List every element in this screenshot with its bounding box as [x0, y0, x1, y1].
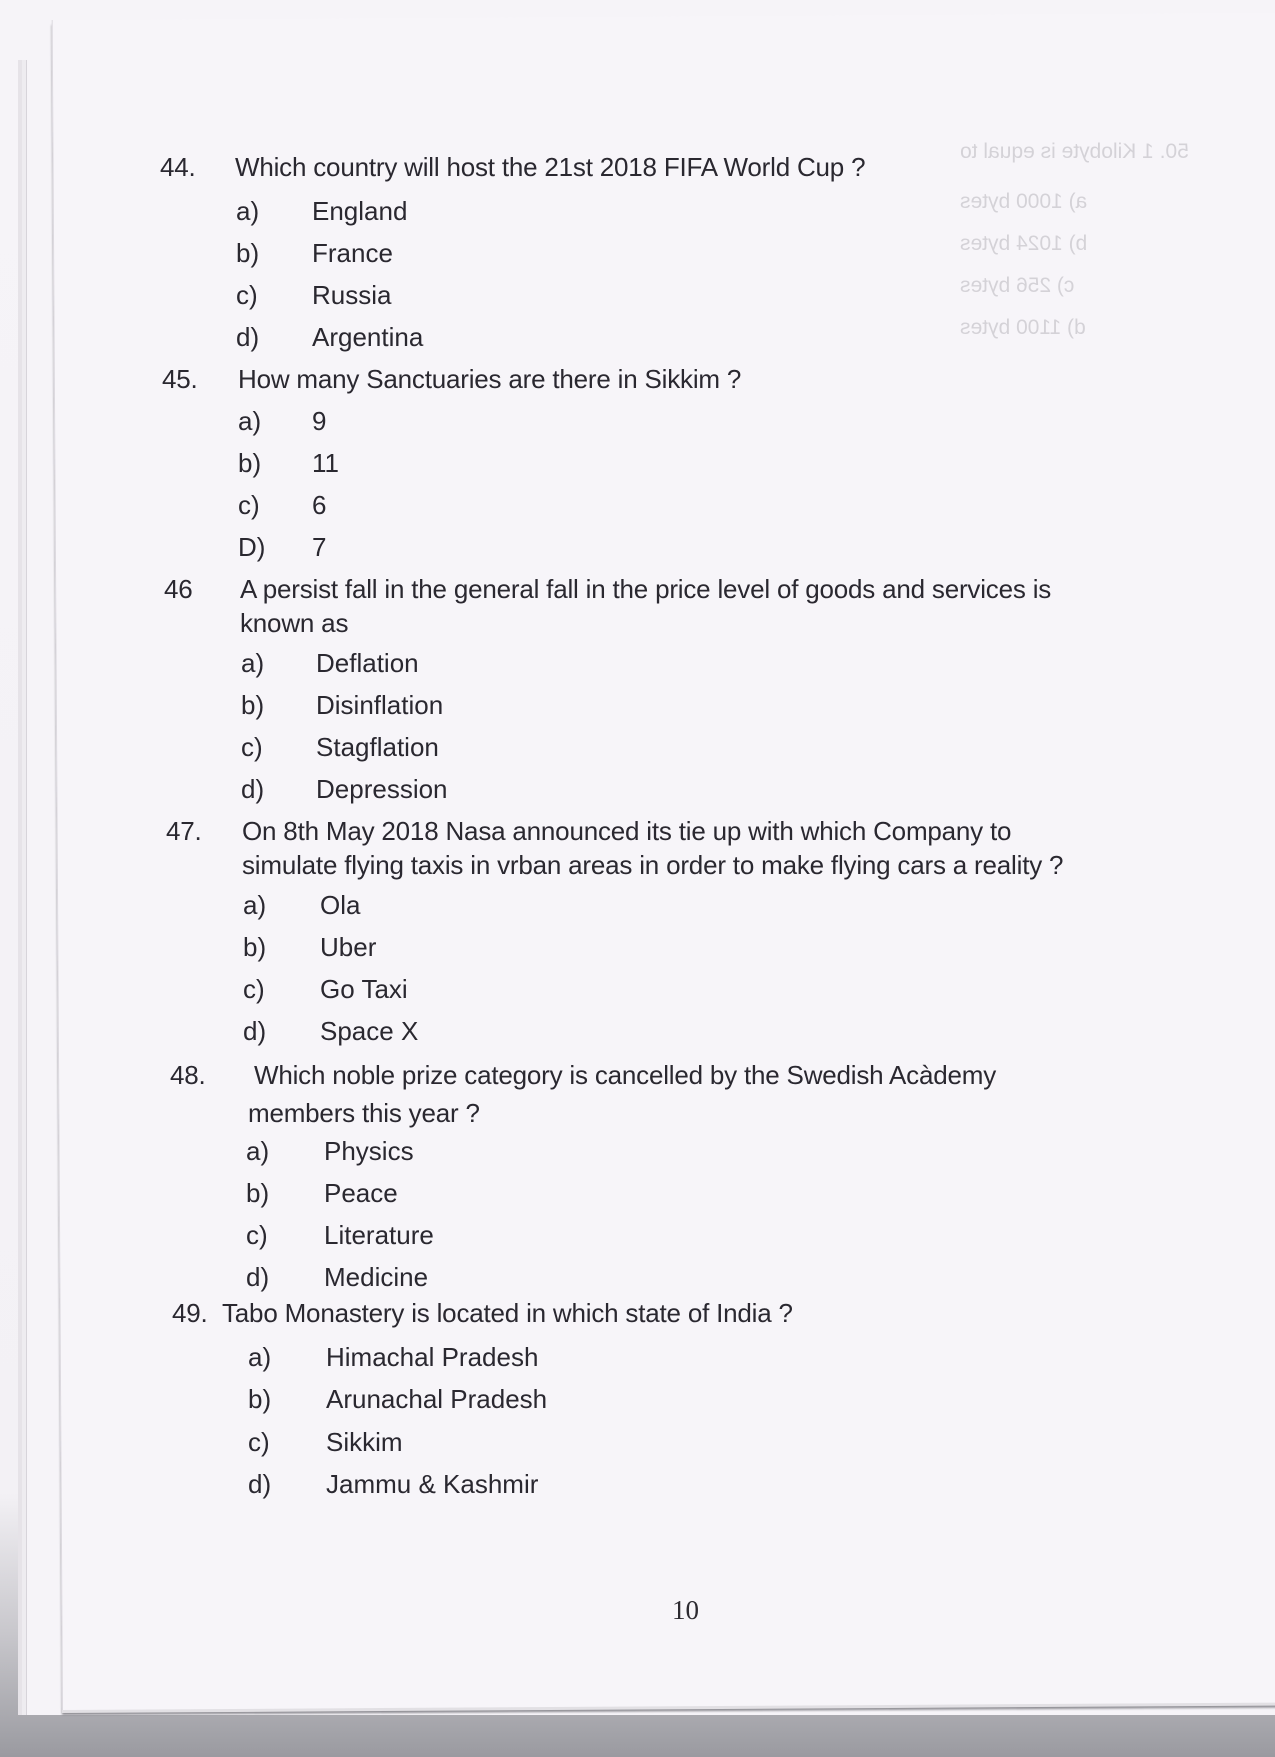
option-text: Uber — [320, 932, 377, 962]
option-label: b) — [238, 448, 262, 478]
question-stem-line-2: members this year ? — [248, 1098, 480, 1128]
bleed-through-line: c) 256 bytes — [960, 274, 1075, 297]
option-text: Ola — [320, 890, 361, 920]
question-stem-line-1: A persist fall in the general fall in the price level of goods and services is — [240, 574, 1052, 604]
option-text: Himachal Pradesh — [326, 1342, 539, 1372]
option-label: a) — [241, 648, 265, 678]
option-label: d) — [236, 322, 260, 352]
question-number: 47. — [166, 816, 202, 846]
question-number: 49. — [172, 1298, 208, 1328]
option-label: b) — [236, 238, 260, 268]
question-number: 46 — [164, 574, 193, 604]
option-label: b) — [241, 690, 265, 720]
option-label: d) — [246, 1262, 270, 1292]
option-label: D) — [238, 532, 266, 562]
question-stem-line-1: On 8th May 2018 Nasa announced its tie up with which Company to — [242, 816, 1012, 846]
option-text: 7 — [312, 532, 327, 562]
question-stem: How many Sanctuaries are there in Sikkim ? — [238, 364, 742, 394]
option-text: Argentina — [312, 322, 424, 352]
option-text: Physics — [324, 1136, 414, 1166]
option-label: d) — [248, 1469, 272, 1499]
option-label: c) — [238, 490, 260, 520]
option-label: a) — [246, 1136, 270, 1166]
option-text: Disinflation — [316, 690, 444, 720]
option-label: a) — [243, 890, 267, 920]
bleed-through-line: b) 1024 bytes — [960, 232, 1088, 255]
question-stem-line-2: simulate flying taxis in vrban areas in order to make flying cars a reality ? — [242, 850, 1064, 880]
option-label: a) — [236, 196, 260, 226]
option-label: d) — [243, 1016, 267, 1046]
option-text: England — [312, 196, 408, 226]
option-text: Go Taxi — [320, 974, 408, 1004]
bleed-through-line: d) 1100 bytes — [960, 316, 1086, 339]
option-label: c) — [246, 1220, 268, 1250]
option-text: Stagflation — [316, 732, 439, 762]
option-text: Peace — [324, 1178, 398, 1208]
option-label: c) — [243, 974, 265, 1004]
option-label: b) — [243, 932, 267, 962]
option-label: c) — [248, 1427, 270, 1457]
option-label: b) — [248, 1384, 272, 1414]
option-text: Literature — [324, 1220, 434, 1250]
page-number: 10 — [672, 1595, 699, 1625]
option-label: c) — [236, 280, 258, 310]
question-stem: Which country will host the 21st 2018 FIFA World Cup ? — [235, 152, 866, 182]
bleed-through-line: 50. 1 Kilobyte is equal to — [960, 140, 1189, 163]
question-number: 48. — [170, 1060, 206, 1090]
option-label: c) — [241, 732, 263, 762]
option-text: Russia — [312, 280, 392, 310]
option-text: Deflation — [316, 648, 419, 678]
option-label: d) — [241, 774, 265, 804]
option-label: a) — [248, 1342, 272, 1372]
option-text: Sikkim — [326, 1427, 403, 1457]
bleed-through-line: a) 1000 bytes — [960, 190, 1088, 213]
option-text: 11 — [312, 448, 339, 478]
option-text: France — [312, 238, 393, 268]
question-number: 45. — [162, 364, 198, 394]
option-text: 9 — [312, 406, 327, 436]
option-text: Space X — [320, 1016, 419, 1046]
option-text: Depression — [316, 774, 448, 804]
option-text: Medicine — [324, 1262, 429, 1292]
question-stem: Tabo Monastery is located in which state of India ? — [222, 1298, 793, 1328]
option-text: Jammu & Kashmir — [326, 1469, 539, 1499]
question-stem-line-1: Which noble prize category is cancelled by the Swedish Acàdemy — [254, 1060, 996, 1090]
question-number: 44. — [160, 152, 196, 182]
option-text: Arunachal Pradesh — [326, 1384, 548, 1414]
option-text: 6 — [312, 490, 327, 520]
question-stem-line-2: known as — [240, 608, 349, 638]
option-label: b) — [246, 1178, 270, 1208]
option-label: a) — [238, 406, 262, 436]
